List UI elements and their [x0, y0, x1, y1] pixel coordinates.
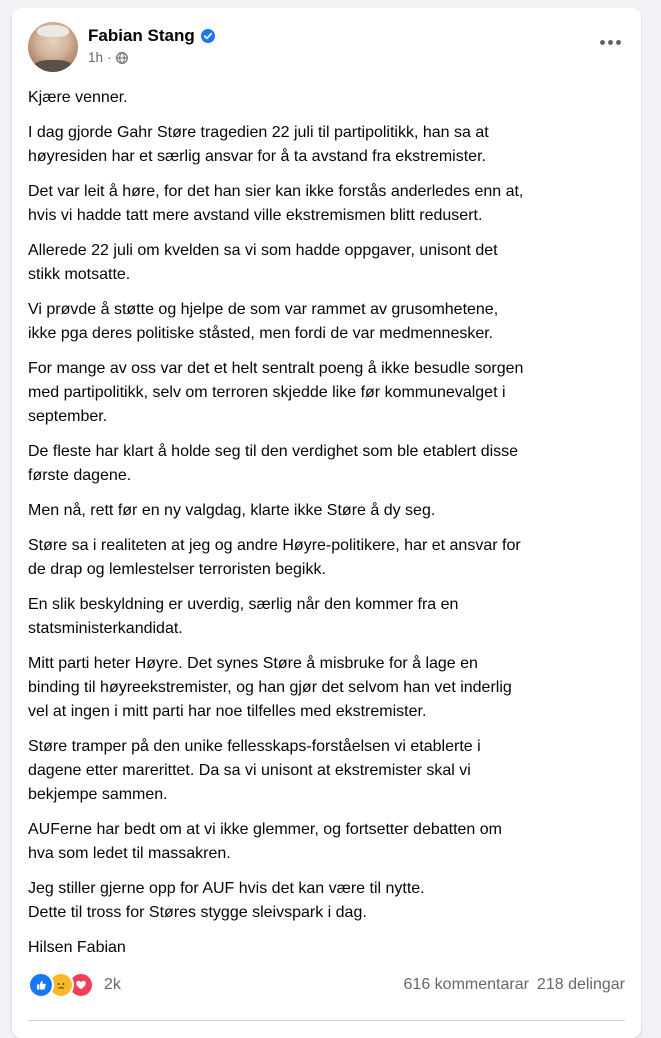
post-text-line: september. — [28, 408, 108, 425]
like-icon — [28, 972, 54, 998]
post-paragraph — [28, 877, 628, 925]
post-text-line: Dette til tross for Støres stygge sleivspark i dag. — [28, 904, 367, 921]
more-options-icon[interactable] — [595, 32, 625, 52]
author-name-row — [88, 26, 215, 46]
post-text-line: Kjære venner. — [28, 89, 128, 106]
post-text-line: dagene etter marerittet. Da sa vi unisont at ekstremister skal vi — [28, 762, 471, 779]
post-text-line: med partipolitikk, selv om terroren skjedde like før kommunevalget i — [28, 384, 506, 401]
post-text-line: første dagene. — [28, 467, 132, 484]
post-paragraph — [28, 936, 628, 960]
post-text-line: hva som ledet til massakren. — [28, 845, 231, 862]
post-text-line: vel at ingen i mitt parti har noe tilfelles med ekstremister. — [28, 703, 427, 720]
post-stats — [404, 976, 625, 994]
globe-icon[interactable] — [116, 52, 128, 64]
post-card — [12, 8, 641, 1038]
post-meta — [88, 50, 128, 65]
post-paragraph — [28, 593, 628, 641]
post-text-line: statsministerkandidat. — [28, 620, 183, 637]
comments-count[interactable]: 616 kommentarar — [403, 976, 529, 993]
shares-count[interactable]: 218 delingar — [536, 976, 625, 993]
post-paragraph — [28, 121, 628, 169]
post-text-line: Det var leit å høre, for det han sier kan ikke forstås anderledes enn at, — [28, 183, 524, 200]
post-text-line: stikk motsatte. — [28, 266, 131, 283]
post-text-line: Støre tramper på den unike fellesskaps-forståelsen vi etablerte i — [28, 738, 481, 755]
post-text-line: Hilsen Fabian — [28, 939, 126, 956]
reactions-summary[interactable] — [28, 972, 121, 998]
post-text-line: ikke pga deres politiske ståsted, men fordi de var medmennesker. — [28, 325, 494, 342]
post-text-line: Jeg stiller gjerne opp for AUF hvis det kan være til nytte. — [28, 880, 425, 897]
post-paragraph — [28, 499, 628, 523]
post-time[interactable]: 1h — [88, 50, 104, 65]
post-text-line: binding til høyreekstremister, og han gjør det selvom han vet inderlig — [28, 679, 512, 696]
author-name[interactable]: Fabian Stang — [88, 26, 195, 45]
post-paragraph — [28, 298, 628, 346]
post-text-line: I dag gjorde Gahr Støre tragedien 22 juli til partipolitikk, han sa at — [28, 124, 489, 141]
post-text-line: Men nå, rett før en ny valgdag, klarte ikke Støre å dy seg. — [28, 502, 436, 519]
post-paragraph — [28, 440, 628, 488]
post-paragraph — [28, 180, 628, 228]
post-text-line: Allerede 22 juli om kvelden sa vi som hadde oppgaver, unisont det — [28, 242, 498, 259]
post-paragraph — [28, 735, 628, 807]
post-text-line: høyresiden har et særlig ansvar for å ta avstand fra ekstremister. — [28, 148, 486, 165]
verified-badge-icon — [201, 29, 215, 43]
post-text-line: de drap og lemlestelser terroristen begikk. — [28, 561, 326, 578]
post-text-line: Mitt parti heter Høyre. Det synes Støre å misbruke for å lage en — [28, 655, 478, 672]
post-text-line: AUFerne har bedt om at vi ikke glemmer, og fortsetter debatten om — [28, 821, 502, 838]
post-header — [28, 22, 625, 74]
post-paragraph — [28, 86, 628, 110]
post-paragraph — [28, 534, 628, 582]
post-text-line: bekjempe sammen. — [28, 786, 168, 803]
footer-divider — [28, 1020, 625, 1021]
post-text-line: Støre sa i realiteten at jeg og andre Høyre-politikere, har et ansvar for — [28, 537, 521, 554]
post-paragraph — [28, 239, 628, 287]
author-avatar[interactable] — [28, 22, 78, 72]
post-footer — [28, 970, 625, 1000]
post-text-line: For mange av oss var det et helt sentralt poeng å ikke besudle sorgen — [28, 360, 524, 377]
post-paragraph — [28, 818, 628, 866]
post-text-line: Vi prøvde å støtte og hjelpe de som var rammet av grusomhetene, — [28, 301, 499, 318]
post-body — [28, 86, 628, 971]
post-text-line: De fleste har klart å holde seg til den verdighet som ble etablert disse — [28, 443, 519, 460]
meta-separator: · — [107, 50, 112, 65]
reaction-count[interactable]: 2k — [104, 976, 121, 993]
post-text-line: hvis vi hadde tatt mere avstand ville ekstremismen blitt redusert. — [28, 207, 483, 224]
post-text-line: En slik beskyldning er uverdig, særlig når den kommer fra en — [28, 596, 459, 613]
post-paragraph — [28, 357, 628, 429]
post-paragraph — [28, 652, 628, 724]
